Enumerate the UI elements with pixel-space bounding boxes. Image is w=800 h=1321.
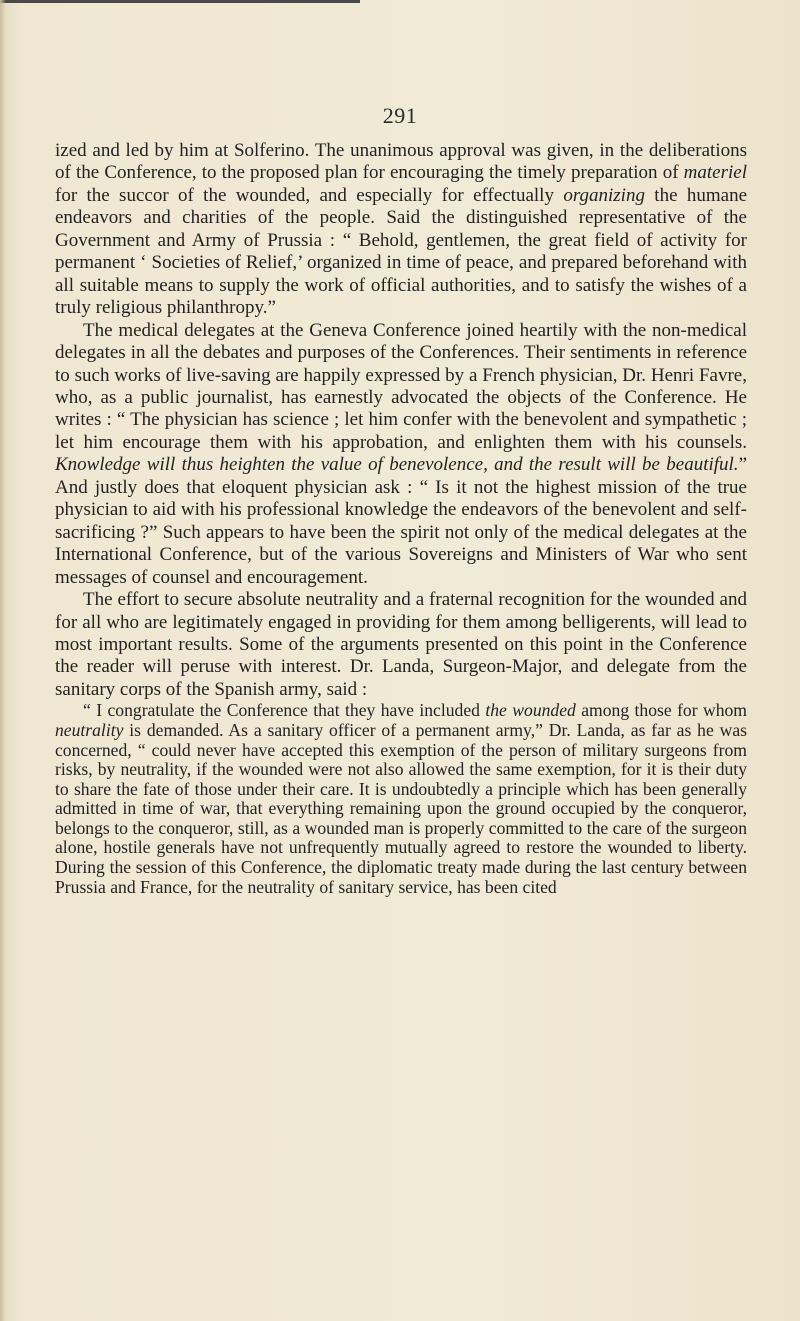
text-run: for the succor of the wounded, and especially for effectually: [55, 184, 564, 206]
text-run: ” And justly does that eloquent physician ask : “ Is it not the highest mission of the true physician to aid with his professional knowledge the endeavors of the benevolent and self-sacrificing ?” Such appears to have been the spirit not only of the medical delegates at the International Conference, but of the various Sovereigns and Ministers of War who sent messages of counsel and encouragement.: [55, 454, 747, 588]
page-top-edge: [0, 0, 360, 3]
body-text: [55, 140, 747, 897]
italic-text: organizing: [563, 184, 645, 206]
text-run: The medical delegates at the Geneva Conference joined heartily with the non-medical delegates in all the debates and purposes of the Conferences. Their sentiments in reference to such works of live-saving are happily expressed by a French physician, Dr. Henri Favre, who, as a public journalist, has earnestly advocated the objects of the Conference. He writes : “ The physician has science ; let him confer with the benevolent and sympathetic ; let him encourage them with his approbation, and enlighten them with his counsels.: [55, 319, 747, 453]
text-run: among those for whom: [575, 700, 747, 721]
paragraph: [55, 320, 747, 589]
text-run: “ I congratulate the Conference that they have included: [83, 700, 486, 721]
paragraph: [55, 589, 747, 701]
text-run: The effort to secure absolute neutrality and a fraternal recognition for the wounded and for all who are legitimately engaged in providing for them among belligerents, will lead to most important results. Some of the arguments presented on this point in the Conference the reader will peruse with interest. Dr. Landa, Surgeon-Major, and delegate from the sanitary corps of the Spanish army, said :: [55, 589, 747, 700]
italic-text: materiel: [683, 162, 747, 184]
binding-shadow: [0, 0, 6, 1321]
italic-text: neutrality: [55, 719, 124, 740]
paragraph: [55, 140, 747, 320]
italic-text: Knowledge will thus heighten the value of benevolence, and the result will be beautiful.: [55, 454, 739, 476]
italic-text: the wounded: [485, 700, 576, 721]
paragraph: [55, 701, 747, 897]
text-run: ized and led by him at Solferino. The unanimous approval was given, in the deliberations of the Conference, to the proposed plan for encouraging the timely preparation of: [55, 140, 747, 184]
text-run: is demanded. As a sanitary officer of a permanent army,” Dr. Landa, as far as he was concerned, “ could never have accepted this exemption of the person of military surgeons from risks, by neutrality, if the wounded were not also allowed the same exemption, for it is their duty to share the fate of those under their care. It is undoubtedly a principle which has been generally admitted in time of war, that everything remaining upon the ground occupied by the conqueror, belongs to the conqueror, still, as a wounded man is properly committed to the care of the surgeon alone, hostile generals have not unfrequently mutually agreed to restore the wounded to liberty. During the session of this Conference, the diplomatic treaty made during the last century between Prussia and France, for the neutrality of sanitary service, has been cited: [55, 719, 747, 897]
page-number: 291: [382, 103, 418, 128]
text-run: the humane endeavors and charities of the people. Said the distinguished representative of the Government and Army of Prussia : “ Behold, gentlemen, the great field of activity for permanent ‘ Societies of Relief,’ organized in time of peace, and prepared beforehand with all suitable means to supply the work of official authorities, and to satisfy the wishes of a truly religious philanthropy.”: [55, 184, 748, 319]
